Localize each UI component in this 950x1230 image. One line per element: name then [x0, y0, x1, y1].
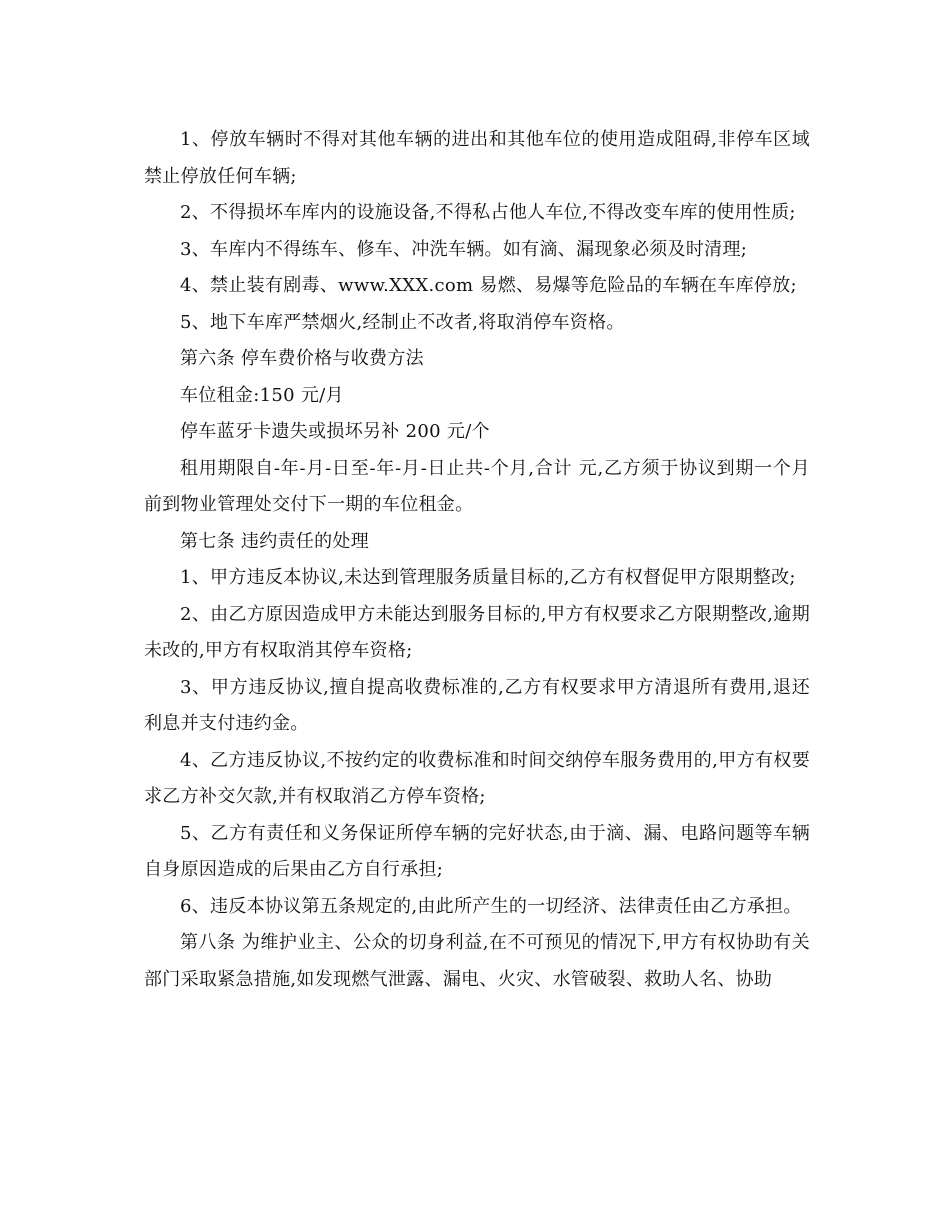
article-eight-paragraph: 第八条 为维护业主、公众的切身利益,在不可预见的情况下,甲方有权协助有关部门采取紧急措施,如发现燃气泄露、漏电、火灾、水管破裂、救助人名、协助 [144, 932, 810, 990]
lease-term-paragraph: 租用期限自-年-月-日至-年-月-日止共-个月,合计 元,乙方须于协议到期一个月前到物业管理处交付下一期的车位租金。 [144, 457, 810, 515]
breach-clause-2: 2、由乙方原因造成甲方未能达到服务目标的,甲方有权要求乙方限期整改,逾期未改的,甲方有权取消其停车资格; [144, 603, 810, 661]
breach-clause-5: 5、乙方有责任和义务保证所停车辆的完好状态,由于滴、漏、电路问题等车辆自身原因造成的后果由乙方自行承担; [144, 822, 810, 880]
clause-no-fire: 5、地下车库严禁烟火,经制止不改者,将取消停车资格。 [180, 311, 625, 333]
clause-no-car-washing: 3、车库内不得练车、修车、冲洗车辆。如有滴、漏现象必须及时清理; [180, 238, 748, 260]
clause-facility-damage: 2、不得损坏车库内的设施设备,不得私占他人车位,不得改变车库的使用性质; [180, 202, 796, 223]
breach-clause-3: 3、甲方违反协议,擅自提高收费标准的,乙方有权要求甲方清退所有费用,退还利息并支付违约金。 [144, 676, 810, 734]
document-body [144, 122, 810, 998]
parking-rent-line: 车位租金:150 元/月 [180, 384, 344, 406]
article-six-heading: 第六条 停车费价格与收费方法 [180, 348, 424, 369]
article-seven-heading: 第七条 违约责任的处理 [180, 530, 370, 552]
bluetooth-card-fee-line: 停车蓝牙卡遗失或损坏另补 200 元/个 [180, 421, 490, 442]
breach-clause-4: 4、乙方违反协议,不按约定的收费标准和时间交纳停车服务费用的,甲方有权要求乙方补交欠款,并有权取消乙方停车资格; [144, 749, 810, 807]
breach-clause-1: 1、甲方违反本协议,未达到管理服务质量目标的,乙方有权督促甲方限期整改; [180, 567, 796, 588]
breach-clause-6: 6、违反本协议第五条规定的,由此所产生的一切经济、法律责任由乙方承担。 [180, 895, 802, 917]
clause-parking-obstruction: 1、停放车辆时不得对其他车辆的进出和其他车位的使用造成阻碍,非停车区域禁止停放任何车辆; [144, 129, 810, 187]
clause-hazardous-goods: 4、禁止装有剧毒、www.XXX.com 易燃、易爆等危险品的车辆在车库停放; [180, 275, 797, 296]
